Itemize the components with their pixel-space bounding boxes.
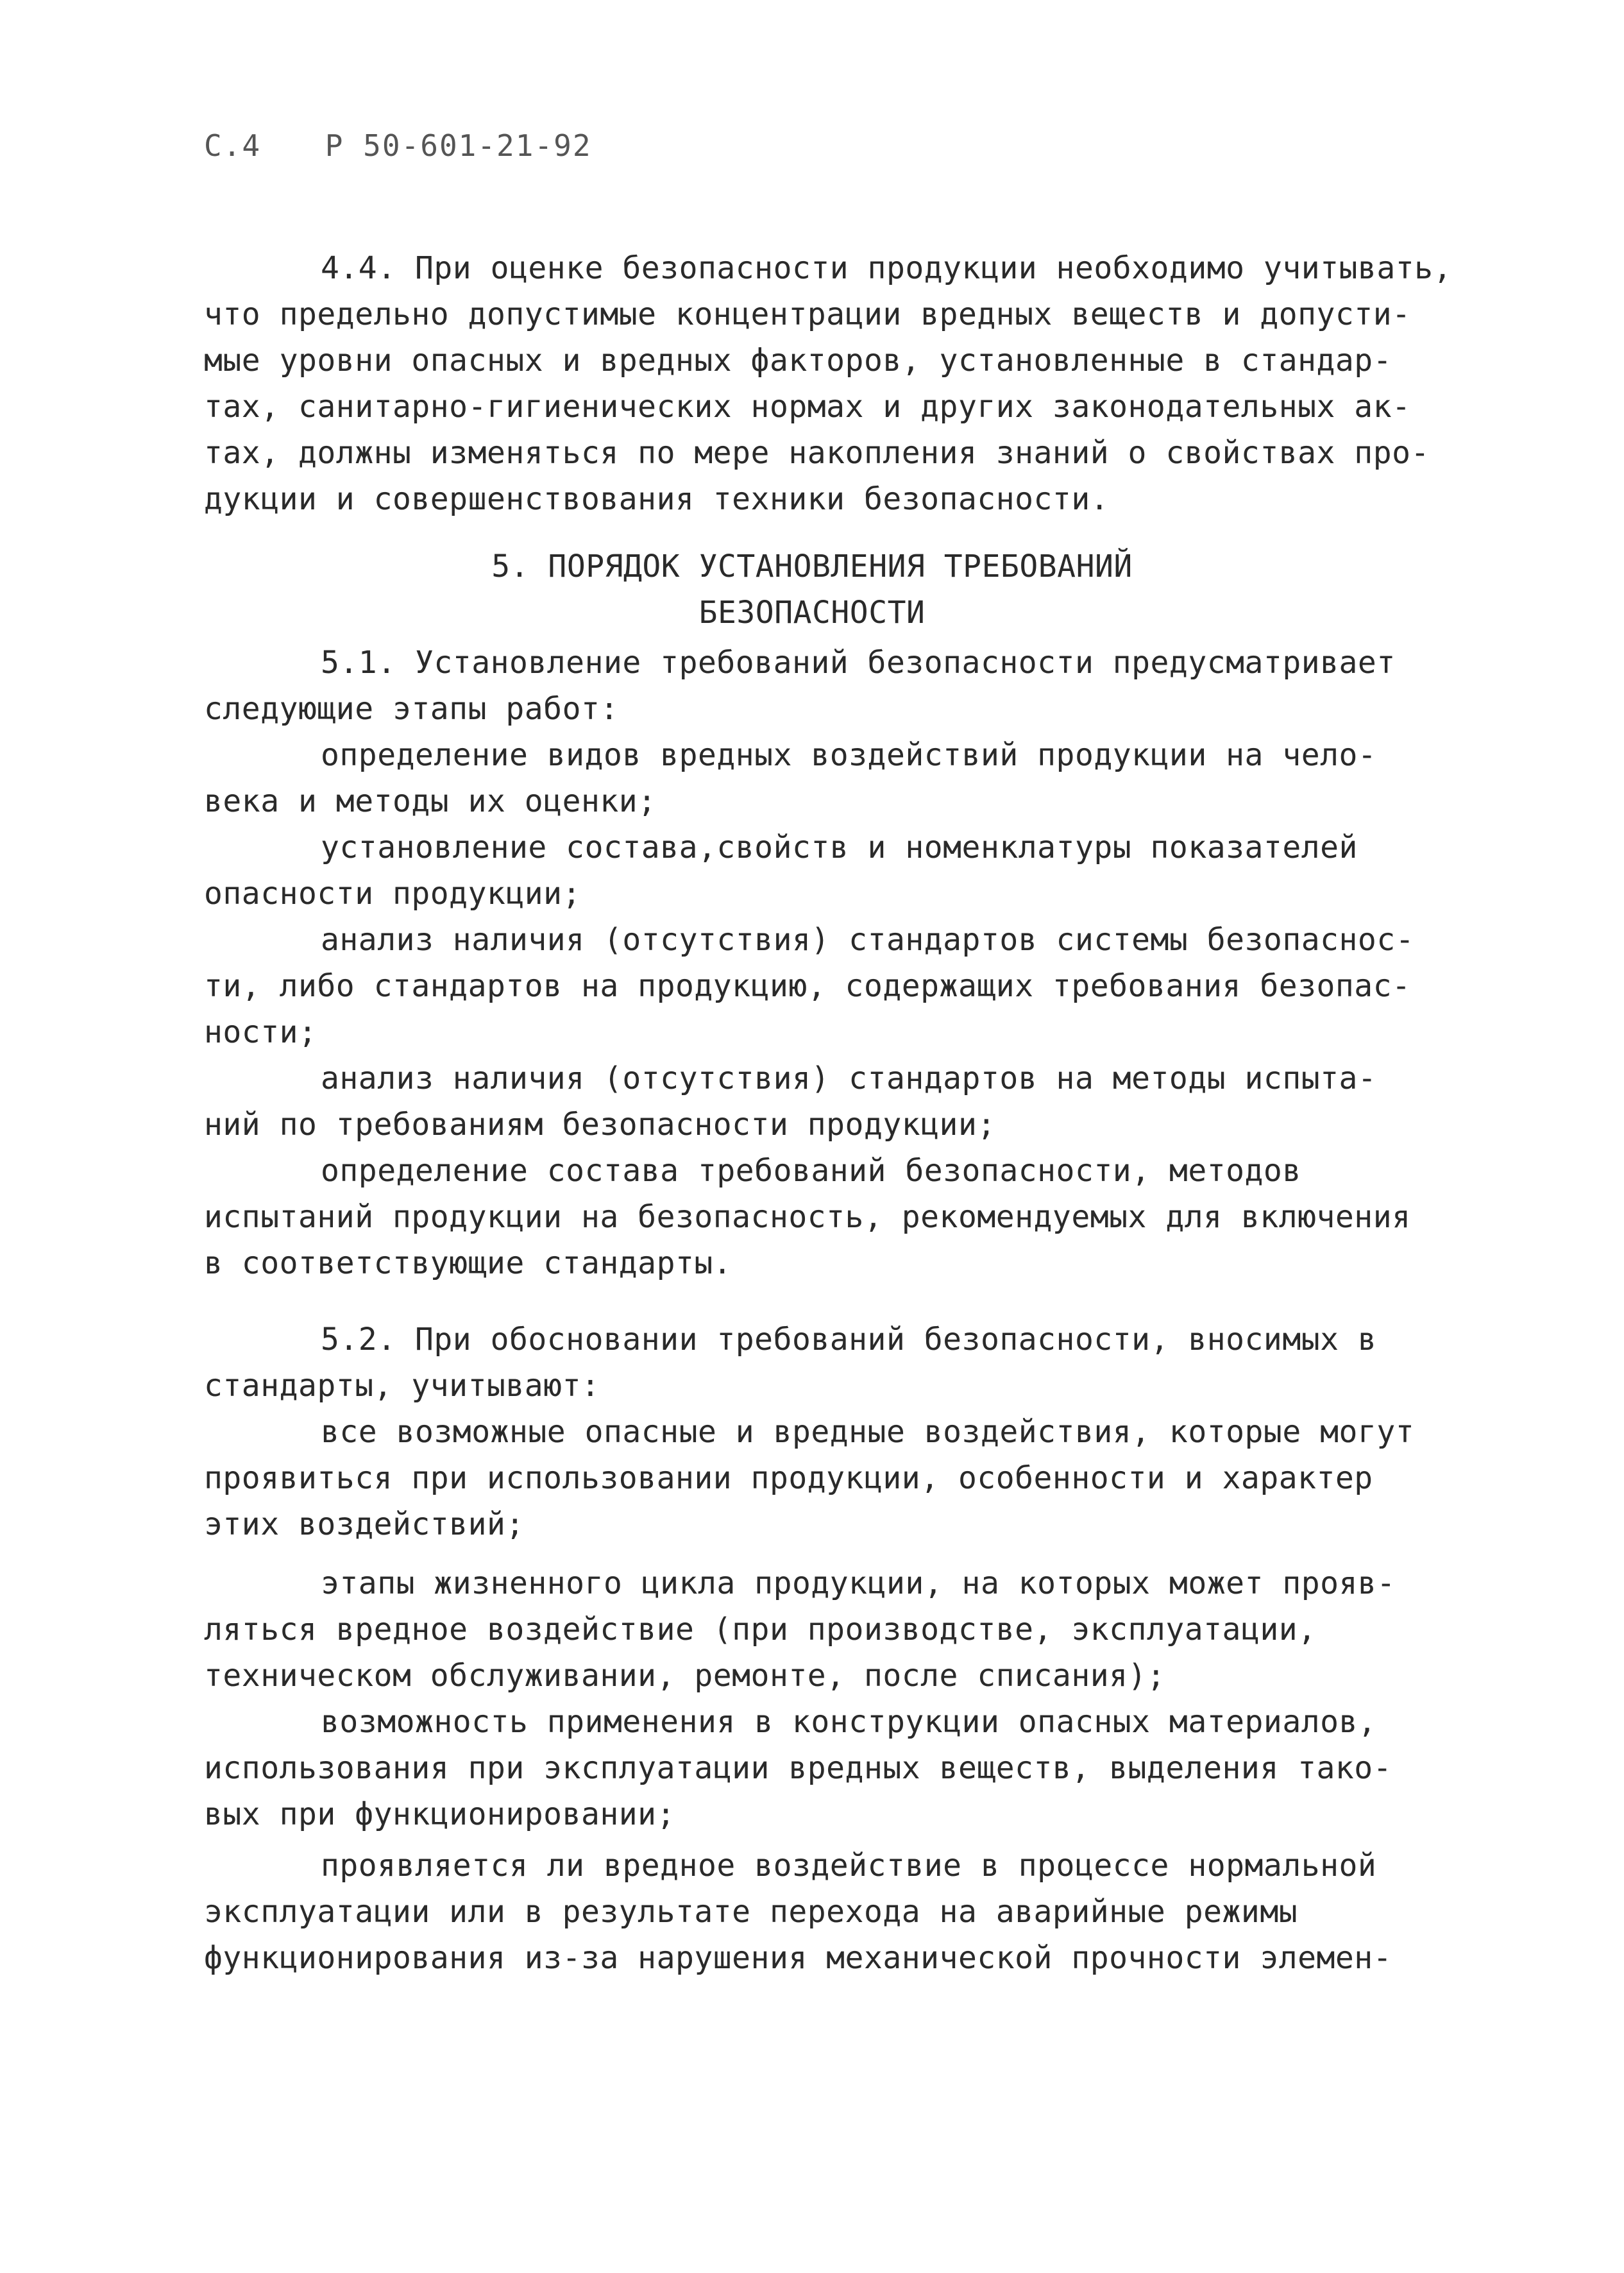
paragraph-line: эксплуатации или в результате перехода на аварийные режимы bbox=[204, 1894, 1298, 1930]
paragraph-line: 4.4. При оценке безопасности продукции необходимо учитывать, bbox=[321, 250, 1452, 286]
paragraph-line: тах, санитарно-гигиенических нормах и других законодательных ак- bbox=[204, 389, 1411, 425]
paragraph-line: определение состава требований безопасности, методов bbox=[321, 1153, 1301, 1189]
paragraph-line: дукции и совершенствования техники безопасности. bbox=[204, 481, 1110, 517]
paragraph-line: установление состава,свойств и номенклатуры показателей bbox=[321, 830, 1358, 865]
paragraph-line: ности; bbox=[204, 1014, 317, 1050]
paragraph-line: возможность применения в конструкции опасных материалов, bbox=[321, 1704, 1377, 1740]
paragraph-line: техническом обслуживании, ремонте, после списания); bbox=[204, 1658, 1166, 1694]
paragraph-line: ляться вредное воздействие (при производстве, эксплуатации, bbox=[204, 1612, 1317, 1647]
paragraph-line: ти, либо стандартов на продукцию, содержащих требования безопас- bbox=[204, 968, 1411, 1004]
paragraph-line: в соответствующие стандарты. bbox=[204, 1245, 732, 1281]
section-title: 5. ПОРЯДОК УСТАНОВЛЕНИЯ ТРЕБОВАНИЙ bbox=[491, 549, 1133, 584]
paragraph-line: испытаний продукции на безопасность, рекомендуемых для включения bbox=[204, 1199, 1411, 1235]
paragraph-line: ний по требованиям безопасности продукции; bbox=[204, 1107, 996, 1143]
page-number: С.4 bbox=[204, 128, 262, 163]
document-code: Р 50-601-21-92 bbox=[325, 128, 592, 163]
paragraph-line: функционирования из-за нарушения механической прочности элемен- bbox=[204, 1940, 1392, 1976]
paragraph-line: следующие этапы работ: bbox=[204, 691, 619, 727]
paragraph-line: анализ наличия (отсутствия) стандартов системы безопаснос- bbox=[321, 922, 1415, 958]
paragraph-line: все возможные опасные и вредные воздействия, которые могут bbox=[321, 1414, 1415, 1450]
paragraph-line: использования при эксплуатации вредных веществ, выделения тако- bbox=[204, 1750, 1392, 1786]
paragraph-line: что предельно допустимые концентрации вредных веществ и допусти- bbox=[204, 296, 1411, 332]
paragraph-line: 5.2. При обосновании требований безопасности, вносимых в bbox=[321, 1322, 1377, 1358]
paragraph-line: проявиться при использовании продукции, особенности и характер bbox=[204, 1460, 1373, 1496]
paragraph-line: века и методы их оценки; bbox=[204, 783, 657, 819]
paragraph-line: этапы жизненного цикла продукции, на которых может прояв- bbox=[321, 1565, 1396, 1601]
paragraph-line: опасности продукции; bbox=[204, 876, 581, 912]
paragraph-line: этих воздействий; bbox=[204, 1506, 525, 1542]
paragraph-line: мые уровни опасных и вредных факторов, установленные в стандар- bbox=[204, 343, 1392, 379]
paragraph-line: проявляется ли вредное воздействие в процессе нормальной bbox=[321, 1848, 1377, 1884]
paragraph-line: анализ наличия (отсутствия) стандартов на методы испыта- bbox=[321, 1060, 1377, 1096]
paragraph-line: тах, должны изменяться по мере накопления знаний о свойствах про- bbox=[204, 435, 1430, 471]
page-header bbox=[204, 128, 592, 163]
paragraph-line: определение видов вредных воздействий продукции на чело- bbox=[321, 737, 1377, 773]
section-title: БЕЗОПАСНОСТИ bbox=[698, 595, 926, 631]
paragraph-line: стандарты, учитывают: bbox=[204, 1368, 600, 1404]
paragraph-line: вых при функционировании; bbox=[204, 1796, 675, 1832]
paragraph-line: 5.1. Установление требований безопасности предусматривает bbox=[321, 645, 1396, 681]
